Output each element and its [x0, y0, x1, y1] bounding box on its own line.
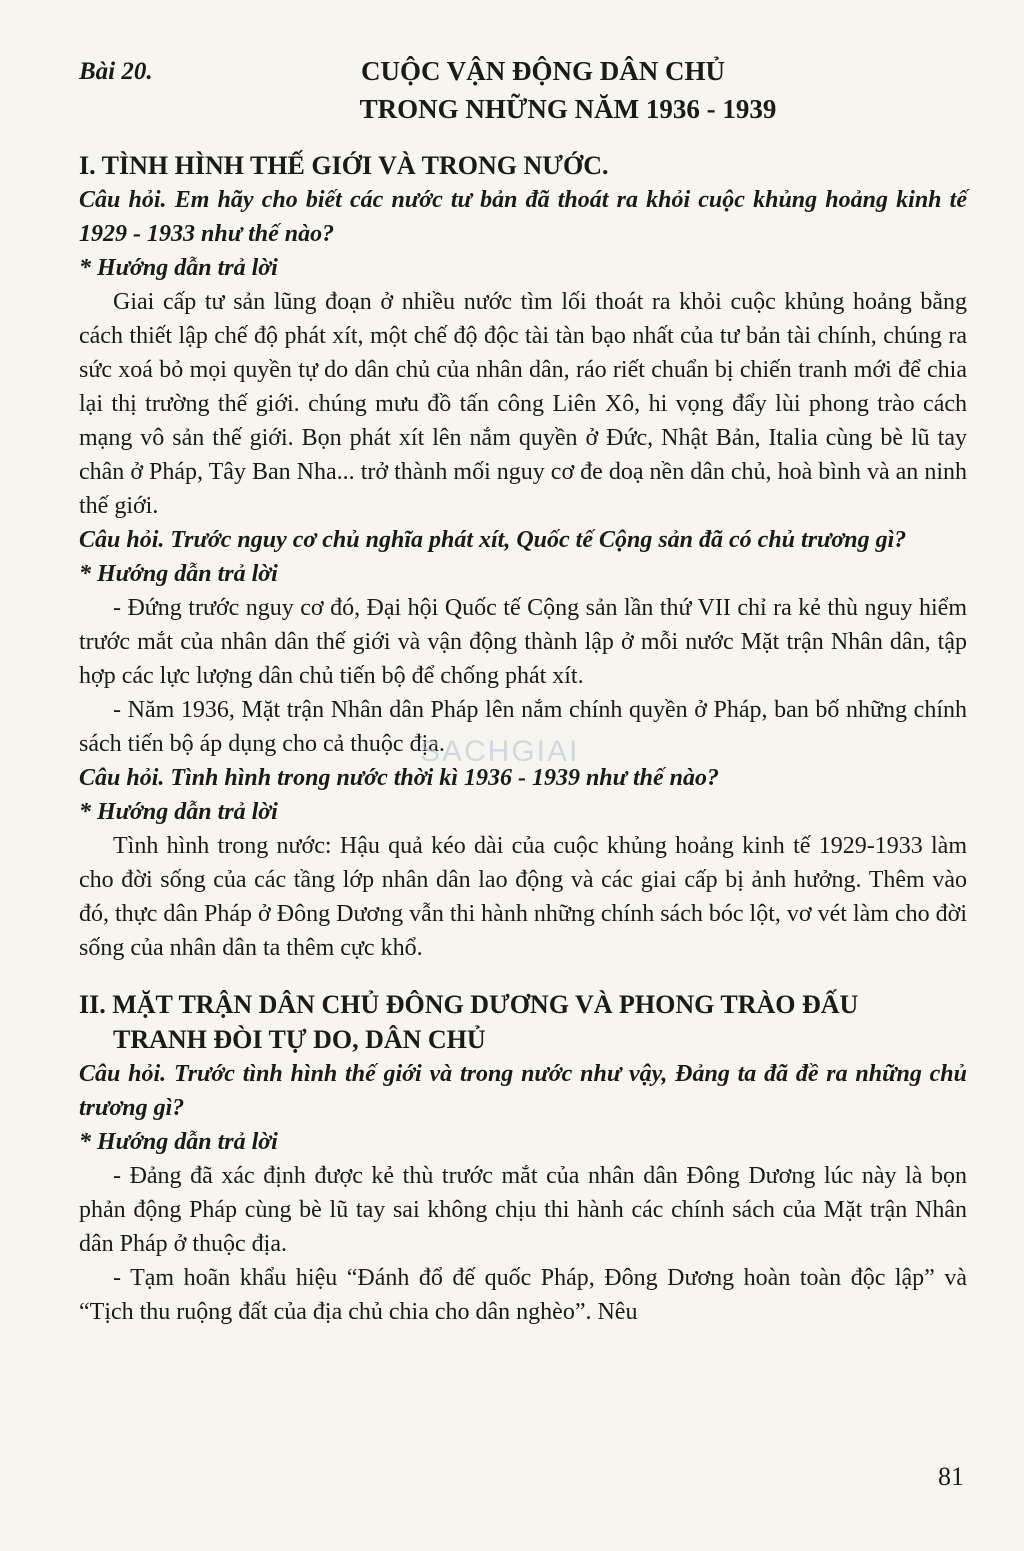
lesson-number: Bài 20.	[79, 58, 153, 85]
answer-paragraph: - Đảng đã xác định được kẻ thù trước mắt của nhân dân Đông Dương lúc này là bọn phản động Pháp cùng bè lũ tay sai không chịu thi hành các chính sách của Mặt trận Nhân dân Pháp ở thuộc địa.	[79, 1163, 967, 1257]
answer-guide-label: * Hướng dẫn trả lời	[79, 561, 278, 587]
lesson-title-line1: CUỘC VẬN ĐỘNG DÂN CHỦ	[361, 56, 725, 86]
answer-guide-label: * Hướng dẫn trả lời	[79, 799, 278, 825]
textbook-page	[79, 52, 967, 1329]
lesson-title-line2: TRONG NHỮNG NĂM 1936 - 1939	[359, 94, 777, 124]
section2-heading-line2: TRANH ĐÒI TỰ DO, DÂN CHỦ	[113, 1025, 486, 1054]
question: Câu hỏi. Em hãy cho biết các nước tư bản đã thoát ra khỏi cuộc khủng hoảng kinh tế 1929 - 1933 như thế nào?	[79, 187, 967, 247]
answer-paragraph: - Năm 1936, Mặt trận Nhân dân Pháp lên nắm chính quyền ở Pháp, ban bố những chính sách tiến bộ áp dụng cho cả thuộc địa.	[79, 697, 967, 757]
section2-heading-line1: II. MẶT TRẬN DÂN CHỦ ĐÔNG DƯƠNG VÀ PHONG TRÀO ĐẤU	[79, 990, 859, 1019]
question: Câu hỏi. Trước nguy cơ chủ nghĩa phát xít, Quốc tế Cộng sản đã có chủ trương gì?	[79, 527, 907, 553]
watermark-logo: SACHGIAI	[420, 735, 580, 768]
section1-heading: I. TÌNH HÌNH THẾ GIỚI VÀ TRONG NƯỚC.	[79, 151, 609, 180]
answer-paragraph: Giai cấp tư sản lũng đoạn ở nhiều nước tìm lối thoát ra khỏi cuộc khủng hoảng bằng cách thiết lập chế độ phát xít, một chế độ độc tài tàn bạo nhất của tư bản tài chính, chúng ra sức xoá bỏ mọi quyền tự do dân chủ của nhân dân, ráo riết chuẩn bị chiến tranh mới để chia lại thị trường thế giới. chúng mưu đồ tấn công Liên Xô, hi vọng đẩy lùi phong trào cách mạng vô sản thế giới. Bọn phát xít lên nắm quyền ở Đức, Nhật Bản, Italia cùng bè lũ tay chân ở Pháp, Tây Ban Nha... trở thành mối nguy cơ đe doạ nền dân chủ, hoà bình và an ninh thế giới.	[79, 289, 967, 519]
page-number: 81	[938, 1462, 964, 1491]
lesson-title	[199, 52, 967, 128]
answer-paragraph: Tình hình trong nước: Hậu quả kéo dài của cuộc khủng hoảng kinh tế 1929-1933 làm cho đời sống của các tầng lớp nhân dân lao động và các giai cấp bị ảnh hưởng. Thêm vào đó, thực dân Pháp ở Đông Dương vẫn thi hành những chính sách bóc lột, vơ vét làm cho đời sống của nhân dân ta thêm cực khổ.	[79, 833, 967, 961]
answer-paragraph: - Tạm hoãn khẩu hiệu “Đánh đổ đế quốc Pháp, Đông Dương hoàn toàn độc lập” và “Tịch thu ruộng đất của địa chủ chia cho dân nghèo”. Nêu	[79, 1265, 967, 1325]
answer-paragraph: - Đứng trước nguy cơ đó, Đại hội Quốc tế Cộng sản lần thứ VII chỉ ra kẻ thù nguy hiểm trước mắt của nhân dân thế giới và vận động thành lập ở mỗi nước Mặt trận Nhân dân, tập hợp các lực lượng dân chủ tiến bộ để chống phát xít.	[79, 595, 967, 689]
answer-guide-label: * Hướng dẫn trả lời	[79, 1129, 278, 1155]
question: Câu hỏi. Tình hình trong nước thời kì 1936 - 1939 như thế nào?	[79, 765, 720, 791]
section2-heading	[79, 987, 967, 1057]
lesson-header	[79, 52, 967, 134]
question: Câu hỏi. Trước tình hình thế giới và trong nước như vậy, Đảng ta đã đề ra những chủ trương gì?	[79, 1061, 967, 1121]
answer-guide-label: * Hướng dẫn trả lời	[79, 255, 278, 281]
